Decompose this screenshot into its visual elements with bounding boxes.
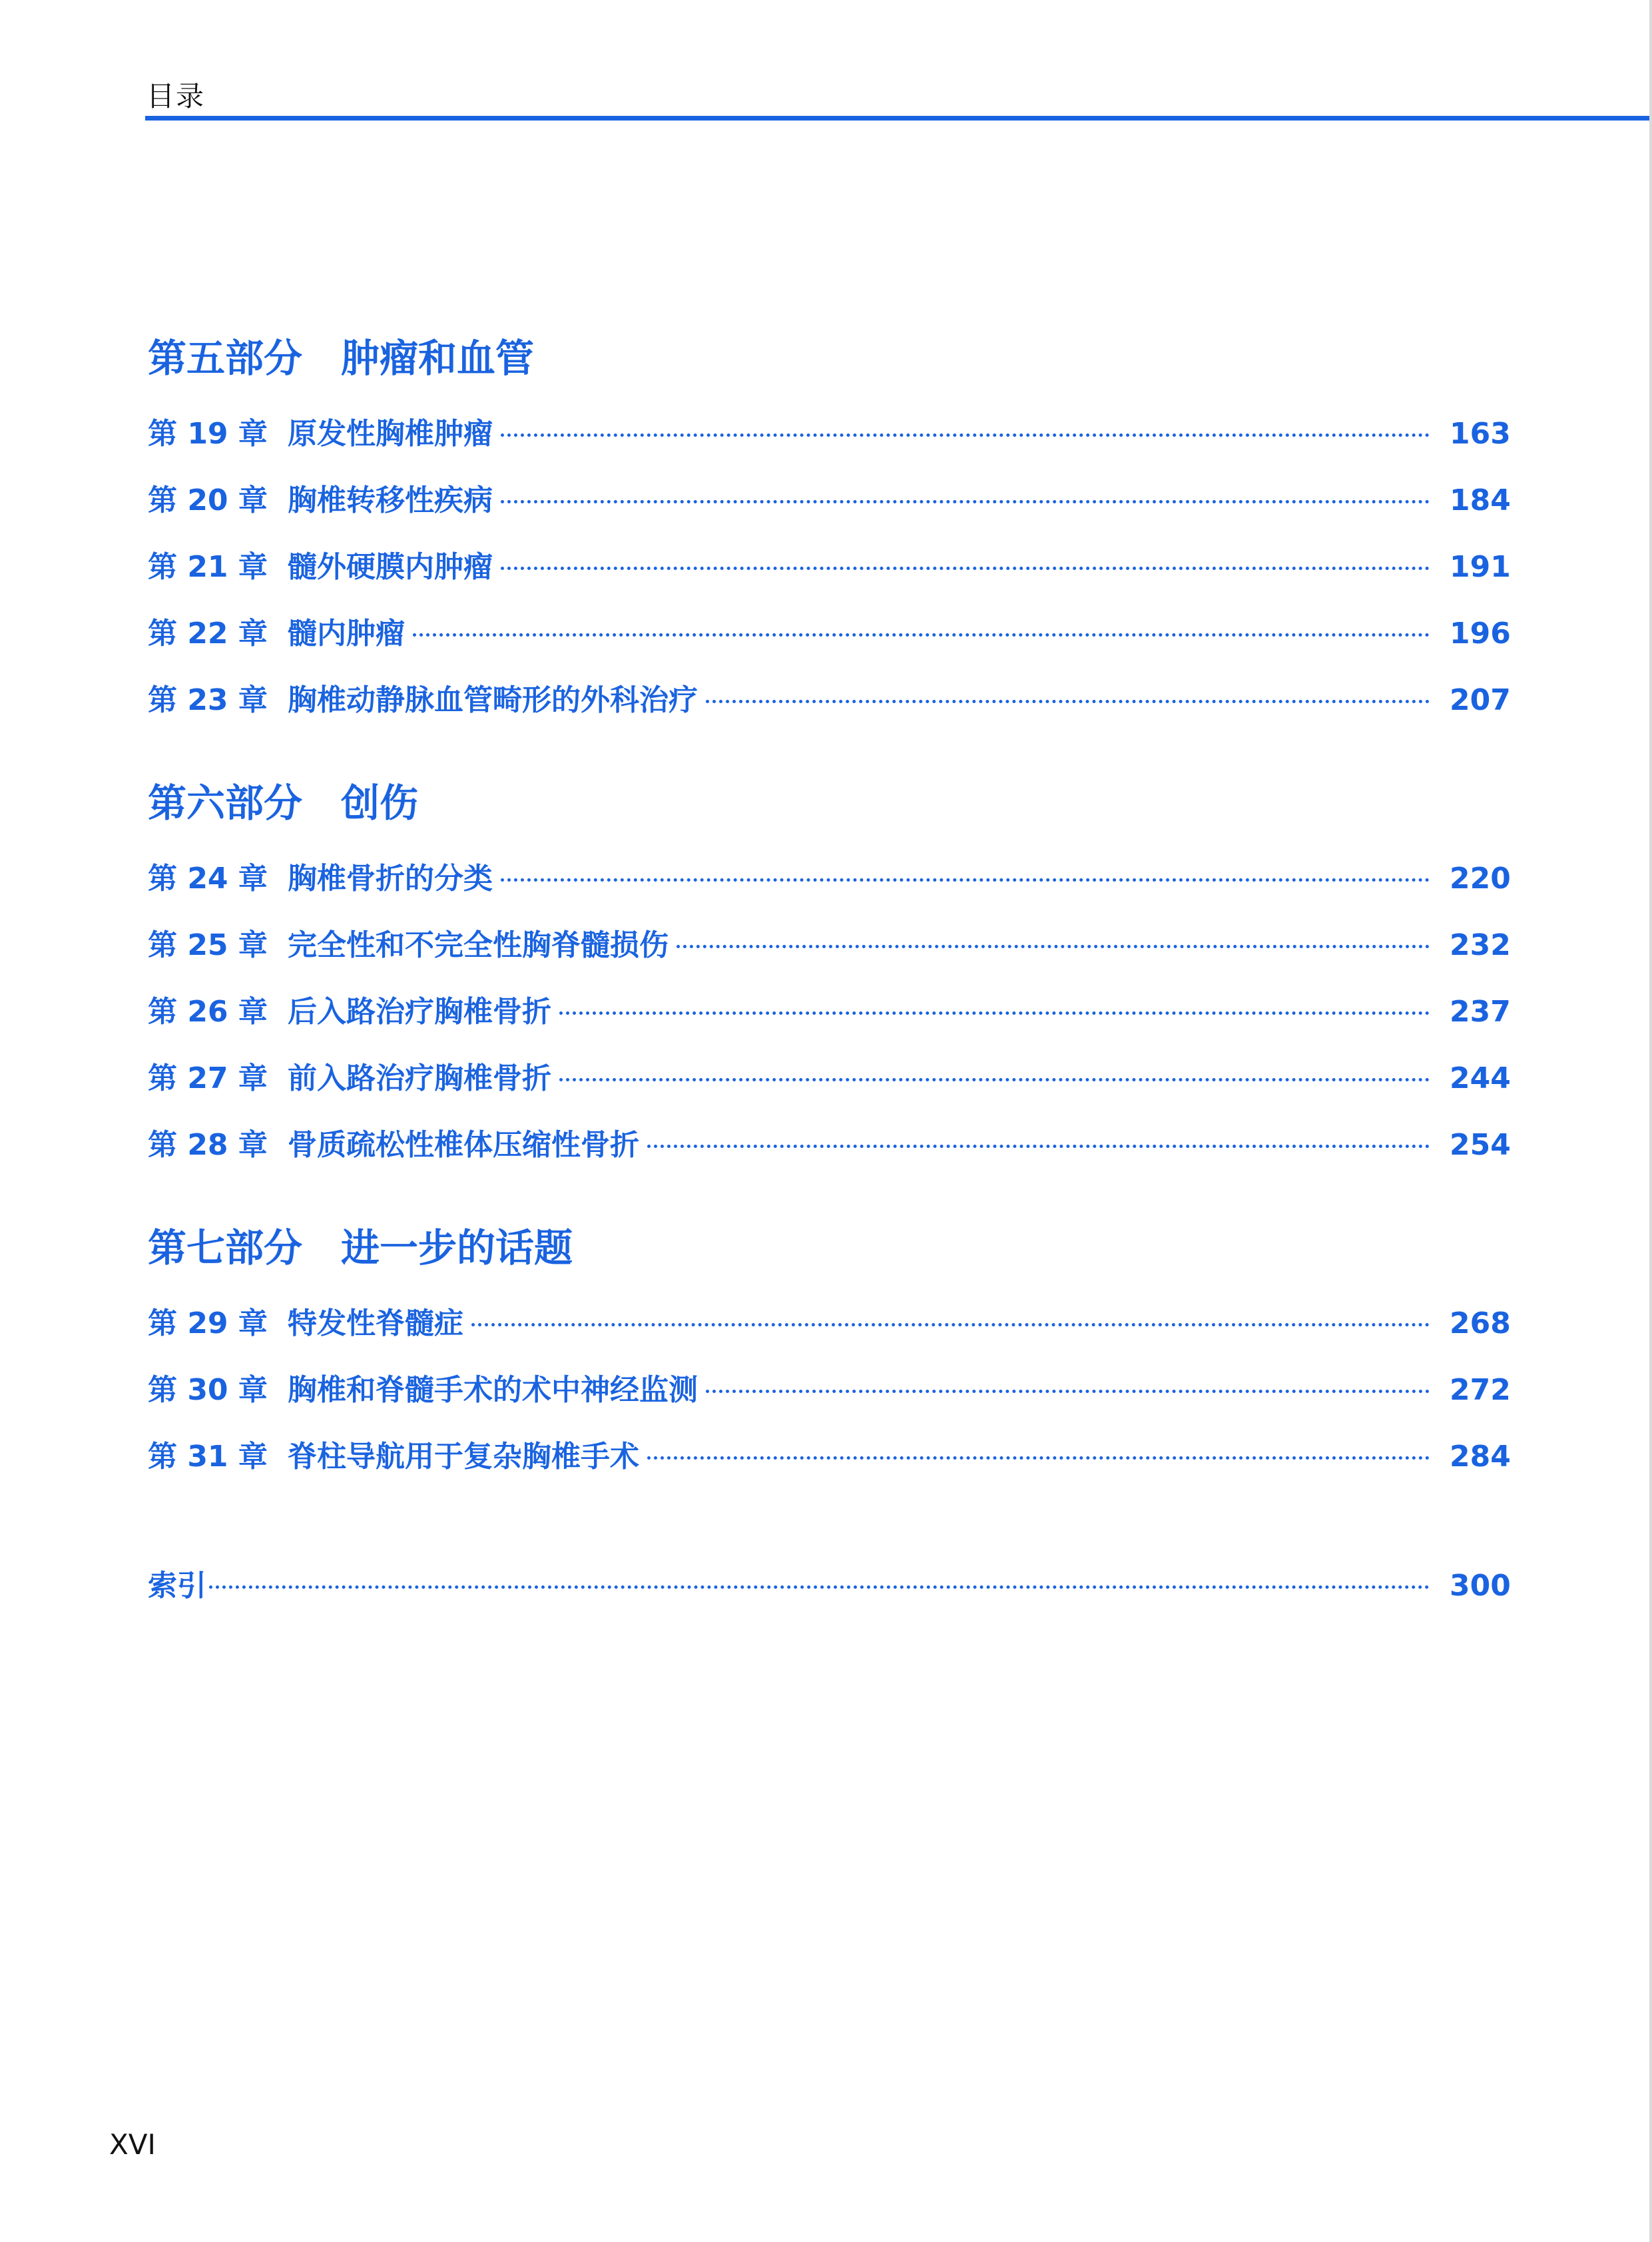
chapter-number: 第 22 章 [148, 617, 268, 651]
part-five [148, 328, 1511, 734]
toc-entry-ch31[interactable] [148, 1424, 1511, 1490]
part-heading [148, 772, 1503, 834]
dot-leader [471, 1323, 1430, 1326]
chapter-number: 第 19 章 [148, 417, 268, 451]
chapter-title: 原发性胸椎肿瘤 [288, 417, 493, 451]
part-title: 进一步的话题 [341, 1225, 573, 1270]
page-edge [1649, 0, 1652, 2242]
chapter-title: 髓内肿瘤 [288, 617, 405, 651]
dot-leader [706, 700, 1430, 703]
part-title: 创伤 [341, 780, 419, 826]
toc-entry-ch20[interactable] [148, 467, 1511, 534]
page-number: 220 [1450, 862, 1511, 896]
chapter-number: 第 30 章 [148, 1373, 268, 1407]
chapter-title: 后入路治疗胸椎骨折 [288, 995, 551, 1029]
header-rule [145, 116, 1652, 121]
dot-leader [501, 500, 1430, 503]
toc-entry-ch27[interactable] [148, 1045, 1511, 1112]
page-number: 254 [1450, 1128, 1511, 1162]
chapter-number: 第 27 章 [148, 1061, 268, 1095]
chapter-number: 第 29 章 [148, 1306, 268, 1340]
chapter-number: 第 23 章 [148, 683, 268, 717]
running-head: 目录 [146, 80, 206, 113]
part-label: 第五部分 [148, 336, 303, 381]
dot-leader [706, 1390, 1430, 1393]
toc-entry-ch24[interactable] [148, 846, 1511, 912]
dot-leader [413, 633, 1430, 637]
page-number: 272 [1450, 1373, 1511, 1407]
chapter-number: 第 25 章 [148, 928, 268, 962]
chapter-title: 胸椎动静脉血管畸形的外科治疗 [288, 683, 698, 717]
chapter-number: 第 31 章 [148, 1440, 268, 1474]
part-six [148, 772, 1511, 1179]
part-label: 第七部分 [148, 1225, 303, 1270]
page-number: 191 [1450, 550, 1511, 584]
chapter-number: 第 24 章 [148, 862, 268, 896]
toc-entry-ch25[interactable] [148, 912, 1511, 979]
chapter-title: 特发性脊髓症 [288, 1306, 463, 1340]
dot-leader [501, 567, 1430, 570]
part-label: 第六部分 [148, 780, 303, 826]
table-of-contents [148, 328, 1511, 1619]
dot-leader [501, 878, 1430, 882]
chapter-number: 第 20 章 [148, 483, 268, 517]
page-number: 300 [1450, 1569, 1511, 1603]
part-title: 肿瘤和血管 [341, 336, 535, 381]
page-number: 268 [1450, 1306, 1511, 1340]
chapter-number: 第 26 章 [148, 995, 268, 1029]
toc-entry-ch29[interactable] [148, 1290, 1511, 1357]
chapter-title: 髓外硬膜内肿瘤 [288, 550, 493, 584]
page-number: 196 [1450, 617, 1511, 651]
toc-entry-ch30[interactable] [148, 1357, 1511, 1424]
part-heading [148, 1217, 1503, 1278]
page-number: 284 [1450, 1440, 1511, 1474]
page-number: 237 [1450, 995, 1511, 1029]
page-number: 163 [1450, 417, 1511, 451]
page-number: 244 [1450, 1061, 1511, 1095]
chapter-title: 脊柱导航用于复杂胸椎手术 [288, 1440, 639, 1474]
toc-entry-ch19[interactable] [148, 401, 1511, 467]
dot-leader [677, 945, 1430, 948]
chapter-title: 前入路治疗胸椎骨折 [288, 1061, 551, 1095]
page-number: 184 [1450, 483, 1511, 517]
chapter-title: 完全性和不完全性胸脊髓损伤 [288, 928, 669, 962]
dot-leader [559, 1011, 1430, 1015]
chapter-title: 胸椎和脊髓手术的术中神经监测 [288, 1373, 698, 1407]
chapter-number: 第 21 章 [148, 550, 268, 584]
dot-leader [647, 1145, 1430, 1148]
chapter-title: 胸椎骨折的分类 [288, 862, 493, 896]
toc-entry-index[interactable] [148, 1553, 1511, 1619]
dot-leader [209, 1585, 1430, 1589]
chapter-title: 骨质疏松性椎体压缩性骨折 [288, 1128, 639, 1162]
folio: XVI [109, 2128, 156, 2161]
chapter-title: 胸椎转移性疾病 [288, 483, 493, 517]
dot-leader [559, 1078, 1430, 1081]
page-number: 232 [1450, 928, 1511, 962]
part-seven [148, 1217, 1511, 1490]
index-title: 索引 [148, 1569, 206, 1603]
toc-entry-ch28[interactable] [148, 1112, 1511, 1179]
toc-entry-ch22[interactable] [148, 601, 1511, 667]
toc-entry-ch23[interactable] [148, 667, 1511, 734]
toc-entry-ch21[interactable] [148, 534, 1511, 601]
dot-leader [647, 1456, 1430, 1460]
toc-entry-ch26[interactable] [148, 979, 1511, 1045]
dot-leader [501, 433, 1430, 437]
chapter-number: 第 28 章 [148, 1128, 268, 1162]
part-heading [148, 328, 1503, 389]
page-number: 207 [1450, 683, 1511, 717]
